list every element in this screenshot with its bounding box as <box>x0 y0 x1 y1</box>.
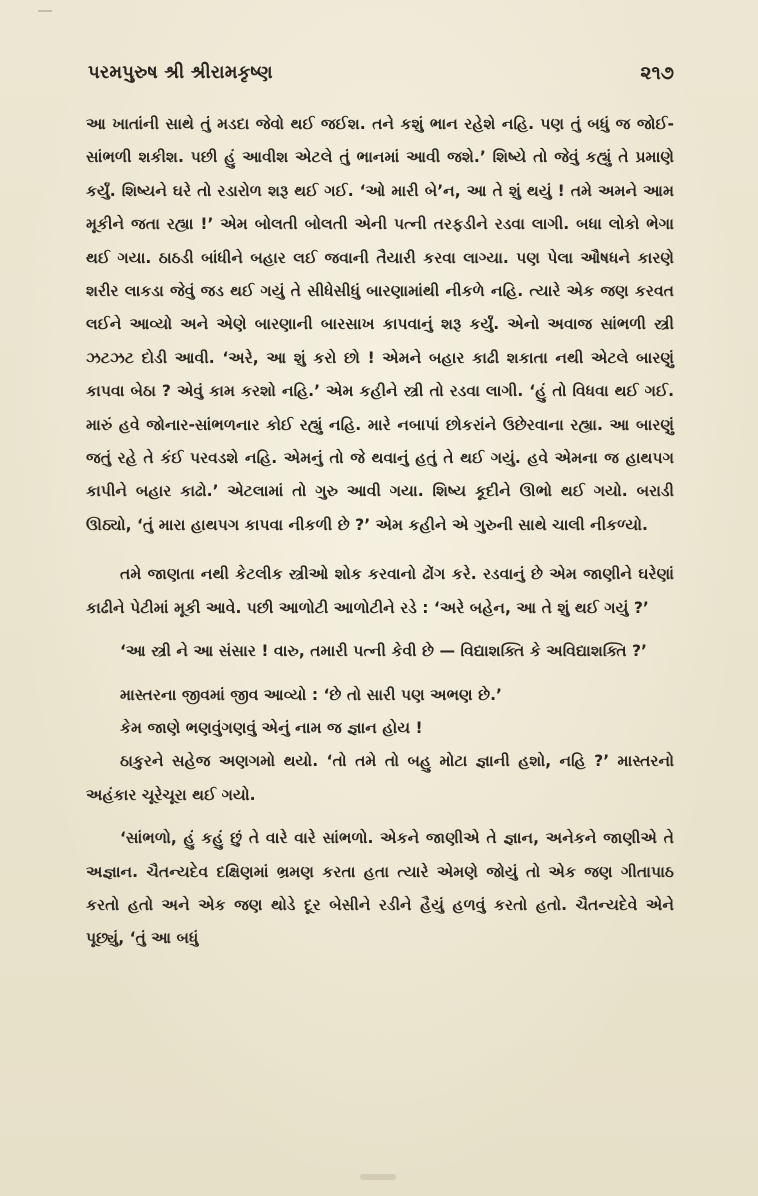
scan-smudge <box>360 1174 396 1180</box>
page-number: ૨૧૭ <box>640 62 674 84</box>
paragraph: ઠાકુરને સહેજ અણગમો થયો. ‘તો તમે તો બહુ મોટા જ્ઞાની હશો, નહિ ?’ માસ્તરનો અહંકાર ચૂરેચૂરા થઈ ગયો. <box>86 752 674 804</box>
paragraph: આ ખાતાંની સાથે તું મડદા જેવો થઈ જઈશ. તને કશું ભાન રહેશે નહિ. પણ તું બધું જ જોઈ-સાંભળી શકીશ. પછી હું આવીશ એટલે તું ભાનમાં આવી જશે.’ શિષ્યે તો જેવું કહ્યું તે પ્રમાણે કર્યું. શિષ્યને ઘરે તો રડારોળ શરૂ થઈ ગઈ. ‘ઓ મારી બે’ન, આ તે શું થયું ! તમે અમને આમ મૂકીને જતા રહ્યા !’ એમ બોલતી બોલતી એની પત્ની તરફડીને રડવા લાગી. બધા લોકો ભેગા થઈ ગયા. ઠાઠડી બાંધીને બહાર લઈ જવાની તૈયારી કરવા લાગ્યા. પણ પેલા ઔષધને કારણે શરીર લાકડા જેવું જડ થઈ ગયું તે સીધેસીધું બારણામાંથી નીકળે નહિ. ત્યારે એક જણ કરવત લઈને આવ્યો અને એણે બારણાની બારસાખ કાપવાનું શરૂ કર્યું. એનો અવાજ સાંભળી સ્ત્રી ઝટઝટ દોડી આવી. ‘અરે, આ શું કરો છો ! એમને બહાર કાઢી શકાતા નથી એટલે બારણું કાપવા બેઠા ? એવું કામ કરશો નહિ.’ એમ કહીને સ્ત્રી તો રડવા લાગી. ‘હું તો વિધવા થઈ ગઈ. મારું હવે જોનાર-સાંભળનાર કોઈ રહ્યું નહિ. મારે નબાપાં છોકરાંને ઉછેરવાના રહ્યા. આ બારણું જતું રહે તે કંઈ પરવડશે નહિ. એમનું તો જે થવાનું હતું તે થઈ ગયું. હવે એમના જ હાથપગ કાપીને બહાર કાઢો.’ એટલામાં તો ગુરુ આવી ગયા. શિષ્ય કૂદીને ઊભો થઈ ગયો. બરાડી ઊઠ્યો, ‘તું મારા હાથપગ કાપવા નીકળી છે ?’ એમ કહીને એ ગુરુની સાથે ચાલી નીકળ્યો. <box>86 115 674 534</box>
paragraph: કેમ જાણે ભણવુંગણવું એનું નામ જ જ્ઞાન હોય ! <box>120 718 423 737</box>
body-text <box>86 108 674 956</box>
paragraph: ‘આ સ્ત્રી ને આ સંસાર ! વારુ, તમારી પત્ની કેવી છે — વિદ્યાશક્તિ કે અવિદ્યાશક્તિ ?’ <box>120 642 647 661</box>
scan-mark <box>38 10 52 12</box>
paragraph: તમે જાણતા નથી કેટલીક સ્ત્રીઓ શોક કરવાનો ઢોંગ કરે. રડવાનું છે એમ જાણીને ઘરેણાં કાઢીને પેટીમાં મૂકી આવે. પછી આળોટી આળોટીને રડે : ‘અરે બહેન, આ તે શું થઈ ગયું ?’ <box>86 565 674 617</box>
page-header <box>88 62 674 92</box>
running-title: પરમપુરુષ શ્રી શ્રીરામકૃષ્ણ <box>88 62 273 83</box>
paragraph: માસ્તરના જીવમાં જીવ આવ્યો : ‘છે તો સારી પણ અભણ છે.’ <box>120 685 502 704</box>
paragraph: ‘સાંભળો, હું કહું છું તે વારે વારે સાંભળો. એકને જાણીએ તે જ્ઞાન, અનેકને જાણીએ તે અજ્ઞાન. ચૈતન્યદેવ દક્ષિણમાં ભ્રમણ કરતા હતા ત્યારે એમણે જોયું તો એક જણ ગીતાપાઠ કરતો હતો અને એક જણ થોડે દૂર બેસીને રડીને હૈયું હળવું કરતો હતો. ચૈતન્યદેવે એને પૂછ્યું, ‘તું આ બધું <box>86 829 674 948</box>
